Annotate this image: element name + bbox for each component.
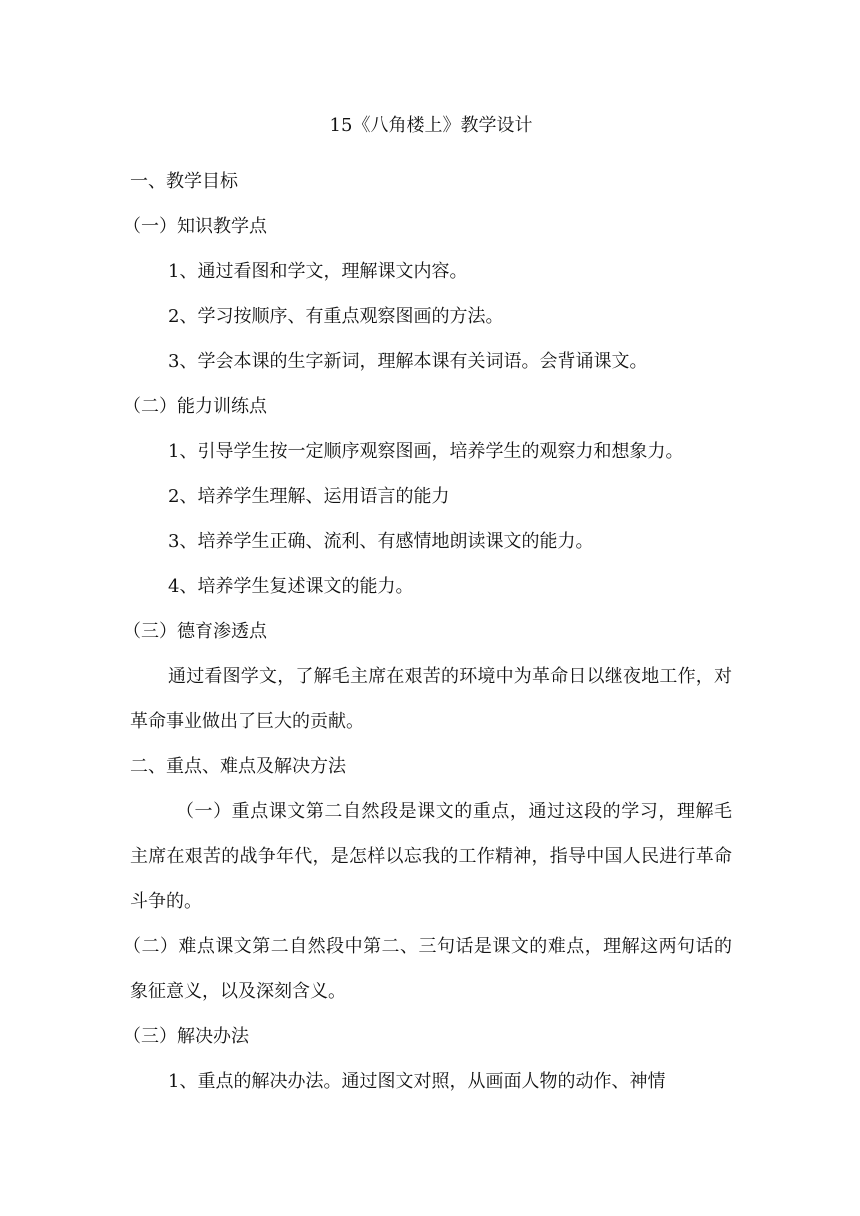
list-item: 2、培养学生理解、运用语言的能力 <box>168 486 450 507</box>
list-item: 3、学会本课的生字新词，理解本课有关词语。会背诵课文。 <box>168 351 648 372</box>
subheading-knowledge: （一）知识教学点 <box>123 216 267 237</box>
subheading-solutions: （三）解决办法 <box>123 1026 249 1047</box>
section-heading-key-points: 二、重点、难点及解决方法 <box>130 756 346 777</box>
subheading-ability: （二）能力训练点 <box>123 396 267 417</box>
moral-paragraph: 通过看图学文，了解毛主席在艰苦的环境中为革命日以继夜地工作，对革命事业做出了巨大的贡献。 <box>130 666 732 732</box>
section-heading-objectives: 一、教学目标 <box>130 171 238 192</box>
difficulty-paragraph: （二）难点课文第二自然段中第二、三句话是课文的难点，理解这两句话的象征意义，以及深刻含义。 <box>123 936 732 1002</box>
subheading-moral: （三）德育渗透点 <box>123 621 267 642</box>
list-item: 3、培养学生正确、流利、有感情地朗读课文的能力。 <box>168 531 594 552</box>
list-item: 1、重点的解决办法。通过图文对照，从画面人物的动作、神情 <box>168 1071 666 1092</box>
document-body <box>123 111 732 1104</box>
key-point-paragraph: （一）重点课文第二自然段是课文的重点，通过这段的学习，理解毛主席在艰苦的战争年代，是怎样以忘我的工作精神，指导中国人民进行革命斗争的。 <box>130 801 732 912</box>
list-item: 1、引导学生按一定顺序观察图画，培养学生的观察力和想象力。 <box>168 441 684 462</box>
list-item: 4、培养学生复述课文的能力。 <box>168 576 414 597</box>
document-title: 15《八角楼上》教学设计 <box>329 115 533 136</box>
list-item: 2、学习按顺序、有重点观察图画的方法。 <box>168 306 504 327</box>
list-item: 1、通过看图和学文，理解课文内容。 <box>168 261 468 282</box>
